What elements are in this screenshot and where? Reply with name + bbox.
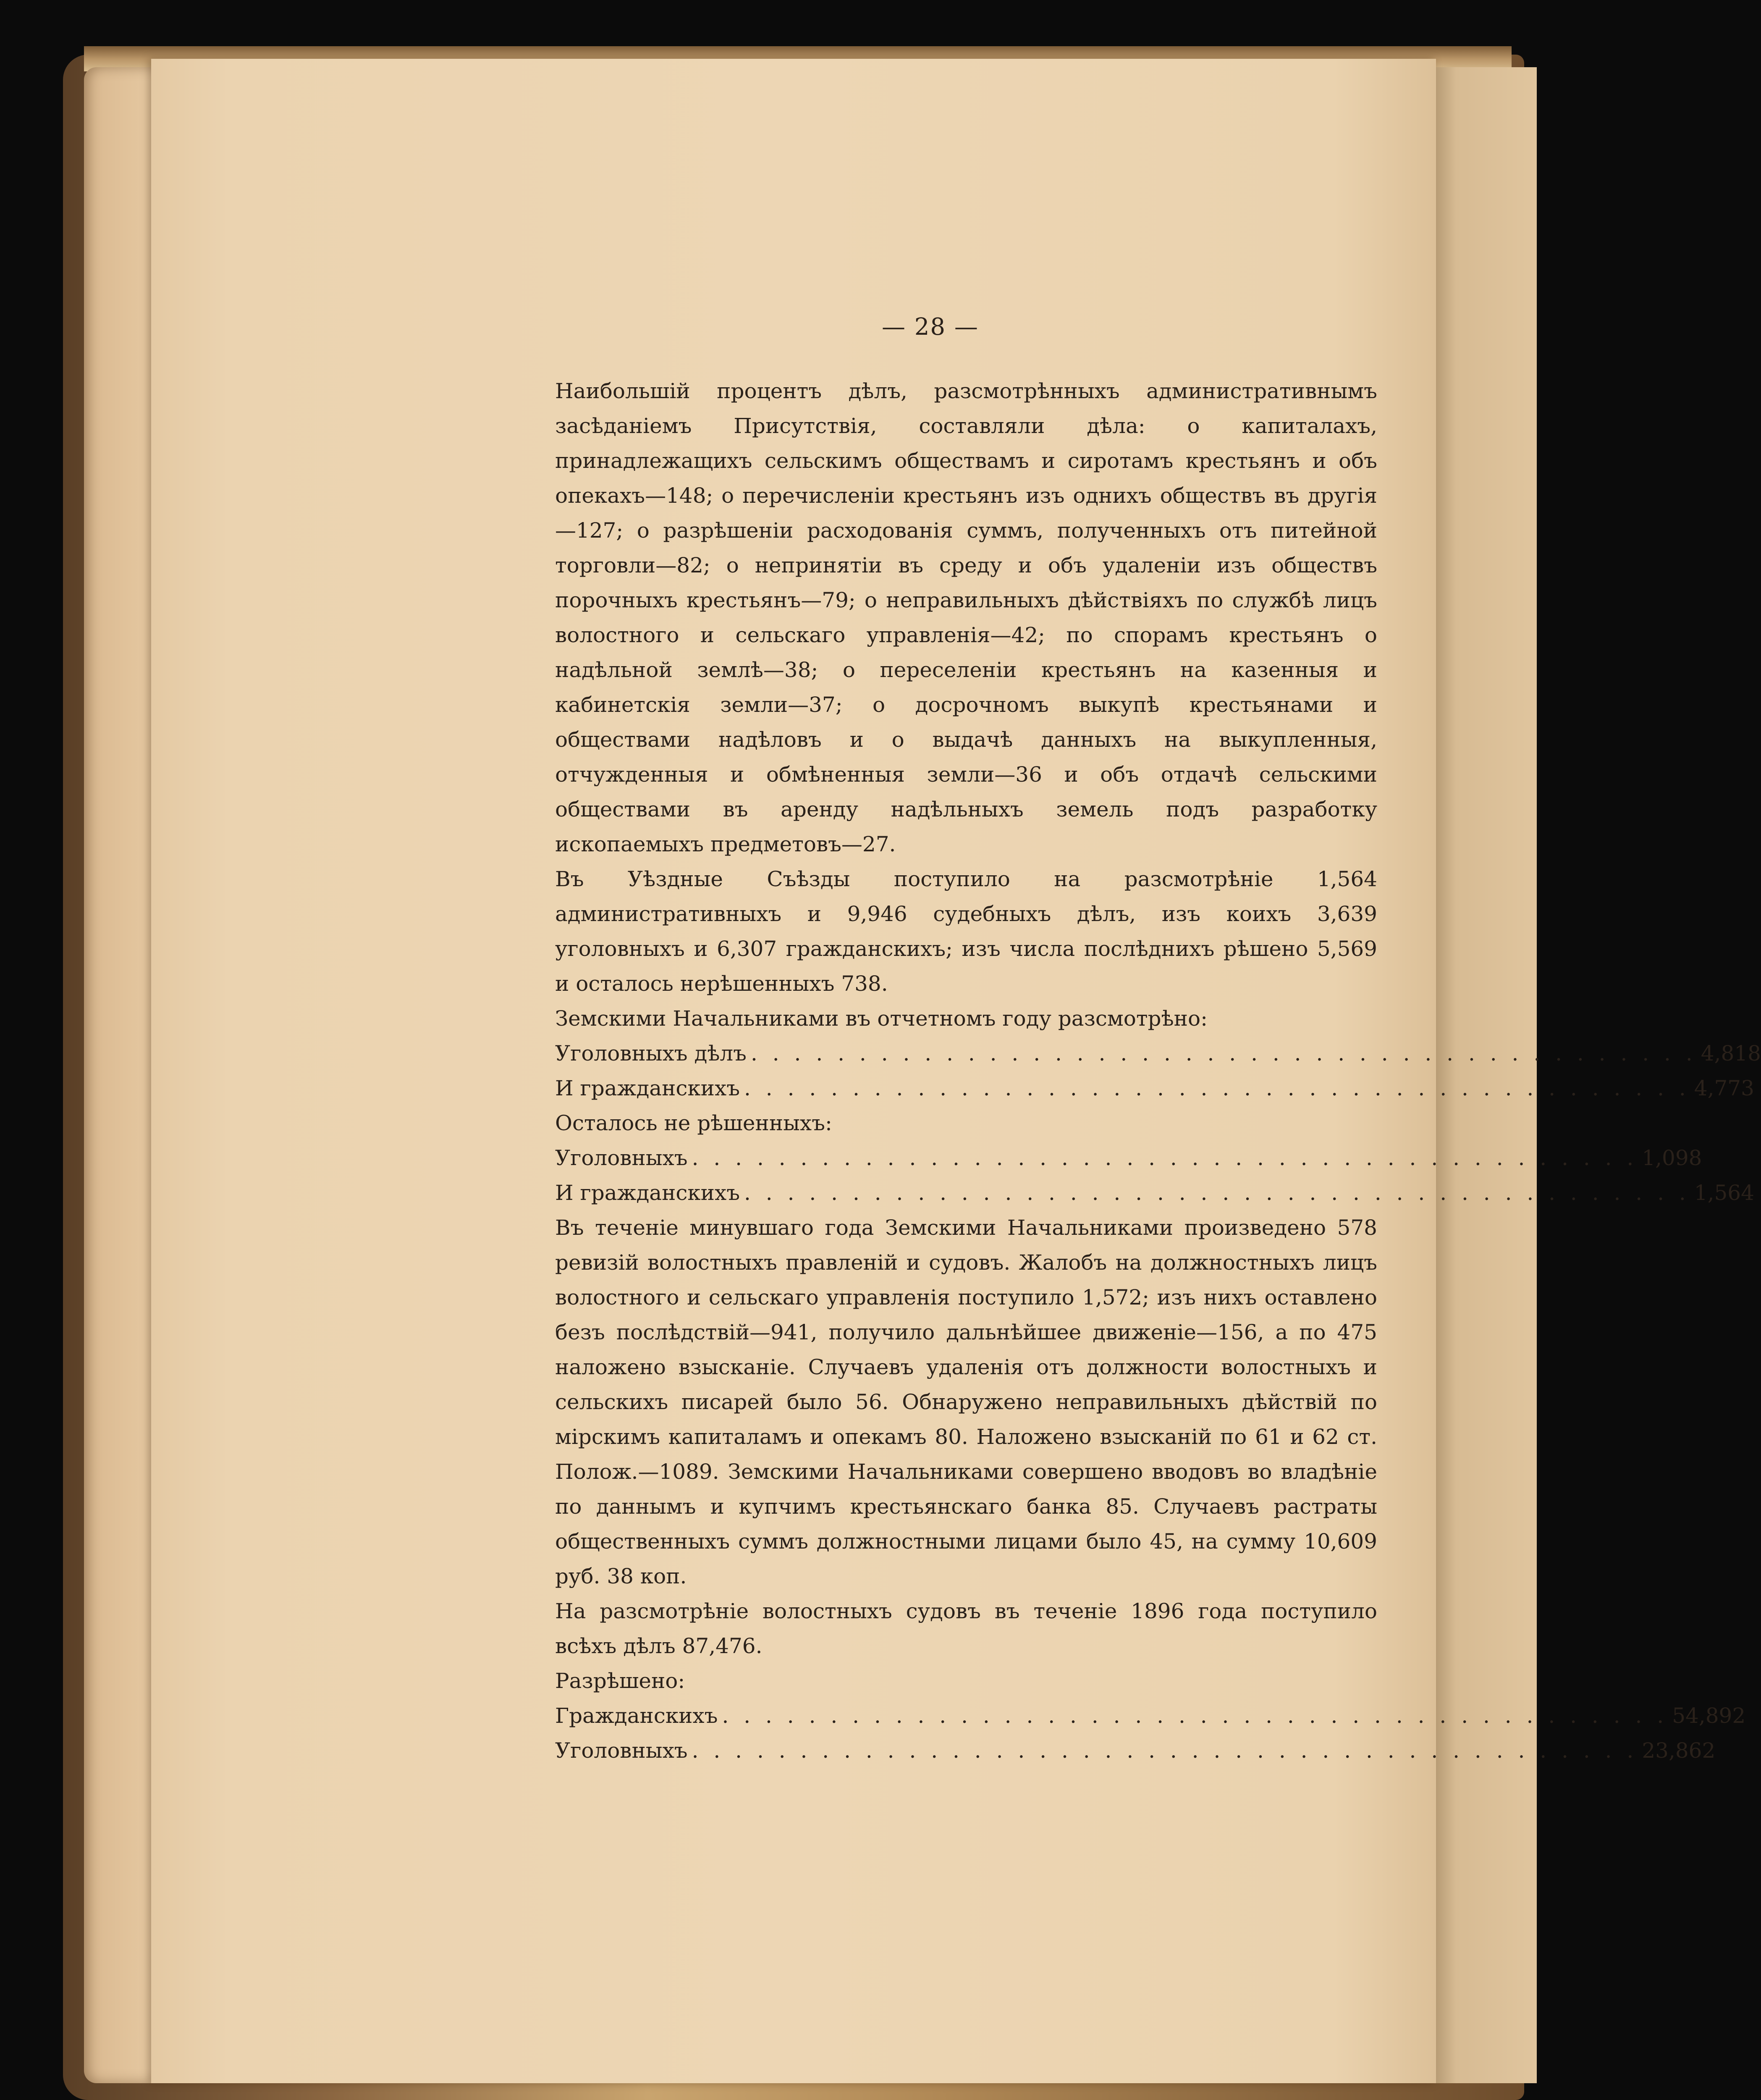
row-label: И гражданскихъ [555, 1181, 740, 1205]
dot-leader: . . . . . . . . . . . . . . . . . . . . . . . . . . . . . . . . . . . . . . . . . . . . [722, 1704, 1668, 1728]
row-label: Уголовныхъ [555, 1738, 688, 1763]
paragraph-4 [555, 1594, 1377, 1664]
table-unresolved-heading: Осталось не рѣшенныхъ: [555, 1111, 832, 1135]
dot-leader: . . . . . . . . . . . . . . . . . . . . . . . . . . . . . . . . . . . . . . . . . . . . [692, 1146, 1638, 1170]
table-unresolved [555, 1106, 1754, 1210]
page-text [555, 311, 1761, 1768]
table-row [555, 1176, 1754, 1210]
paragraph-3 [555, 1210, 1377, 1594]
row-label: Гражданскихъ [555, 1704, 718, 1728]
table-examined-heading: Земскими Начальниками въ отчетномъ году разсмотрѣно: [555, 1006, 1208, 1031]
page-number: — 28 — [882, 313, 979, 341]
row-value: 4,773 [1694, 1076, 1754, 1100]
paragraph-3-text: Въ теченіе минувшаго года Земскими Начальниками произведено 578 ревизій волостныхъ правленій и судовъ. Жалобъ на должностныхъ лицъ волостного и сельскаго управленія поступило 1,572; изъ нихъ оставлено безъ послѣдствій—941, получило дальнѣйшее движеніе—156, а по 475 наложено взысканіе. Случаевъ удаленія отъ должности волостныхъ и сельскихъ писарей было 56. Обнаружено неправильныхъ дѣйствій по мірскимъ капиталамъ и опекамъ 80. Наложено взысканій по 61 и 62 ст. Полож.—1089. Земскими Начальниками совершено вводовъ во владѣніе по даннымъ и купчимъ крестьянскаго банка 85. Случаевъ растраты общественныхъ суммъ должностными лицами было 45, на сумму 10,609 руб. 38 коп. [555, 1215, 1377, 1588]
row-value: 23,862 [1642, 1738, 1716, 1763]
table-row [555, 1071, 1754, 1106]
row-value: 1,098 [1642, 1146, 1702, 1170]
paragraph-1-text: Наибольшій процентъ дѣлъ, разсмотрѣнныхъ административнымъ засѣданіемъ Присутствія, составляли дѣла: о капиталахъ, принадлежащихъ сельскимъ обществамъ и сиротамъ крестьянъ и объ опекахъ—148; о перечисленіи крестьянъ изъ однихъ обществъ въ другія—127; о разрѣшеніи расходованія суммъ, полученныхъ отъ питейной торговли—82; о непринятіи въ среду и объ удаленіи изъ обществъ порочныхъ крестьянъ—79; о неправильныхъ дѣйствіяхъ по службѣ лицъ волостного и сельскаго управленія—42; по спорамъ крестьянъ о надѣльной землѣ—38; о переселеніи крестьянъ на казенныя и кабинетскія земли—37; о досрочномъ выкупѣ крестьянами и обществами надѣловъ и о выдачѣ данныхъ на выкупленныя, отчужденныя и обмѣненныя земли—36 и объ отдачѣ сельскими обществами въ аренду надѣльныхъ земель подъ разработку ископаемыхъ предметовъ—27. [555, 379, 1377, 856]
dot-leader: . . . . . . . . . . . . . . . . . . . . . . . . . . . . . . . . . . . . . . . . . . . . [750, 1041, 1697, 1066]
row-label: Уголовныхъ дѣлъ [555, 1041, 747, 1066]
table-examined [555, 1001, 1761, 1106]
table-row [555, 1698, 1746, 1733]
row-label: И гражданскихъ [555, 1076, 740, 1100]
row-value: 54,892 [1672, 1704, 1746, 1728]
paragraph-2-text: Въ Уѣздные Съѣзды поступило на разсмотрѣніе 1,564 административныхъ и 9,946 судебныхъ дѣлъ, изъ коихъ 3,639 уголовныхъ и 6,307 гражданскихъ; изъ числа послѣднихъ рѣшено 5,569 и осталось нерѣшенныхъ 738. [555, 867, 1377, 996]
dot-leader: . . . . . . . . . . . . . . . . . . . . . . . . . . . . . . . . . . . . . . . . . . . . [744, 1181, 1690, 1205]
row-label: Уголовныхъ [555, 1146, 688, 1170]
dot-leader: . . . . . . . . . . . . . . . . . . . . . . . . . . . . . . . . . . . . . . . . . . . . [744, 1076, 1690, 1100]
dot-leader: . . . . . . . . . . . . . . . . . . . . . . . . . . . . . . . . . . . . . . . . . . . . [692, 1738, 1638, 1763]
table-row [555, 1036, 1761, 1071]
table-resolved [555, 1664, 1746, 1768]
row-value: 4,818 [1701, 1041, 1761, 1066]
paragraph-2 [555, 862, 1377, 1001]
table-resolved-heading: Разрѣшено: [555, 1669, 685, 1693]
table-row [555, 1733, 1716, 1768]
row-value: 1,564 [1694, 1181, 1754, 1205]
paragraph-4-text: На разсмотрѣніе волостныхъ судовъ въ теченіе 1896 года поступило всѣхъ дѣлъ 87,476. [555, 1599, 1377, 1658]
paragraph-1 [555, 374, 1377, 862]
table-row [555, 1141, 1702, 1176]
